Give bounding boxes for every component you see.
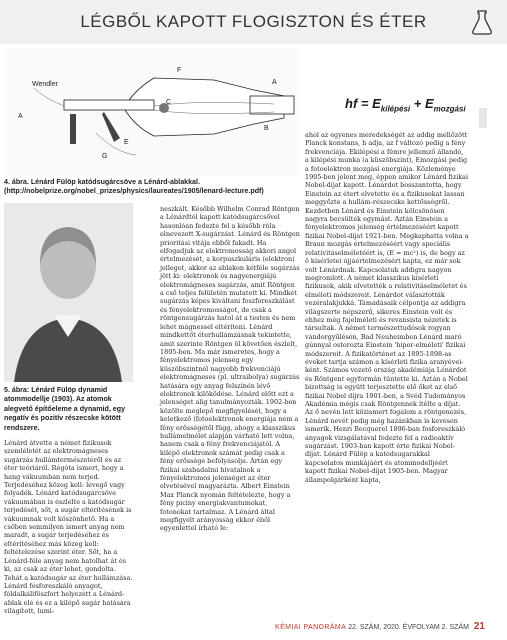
- paragraph: neszkált. Később Wilhelm Conrad Röntgen a Lénárdtól kapott katódsugárcsővel hasonlóan fedezte fel a később róla elnevezett X-sugárzást. Lénárd és Röntgen prioritási vitája ebből fakadt. Ha elfogadjuk az elektromosság akkori angol értelmezését, a korpuszkuláris (elektron) jelleget, akkor az ablakon kétféle sugárzás jött ki: elektronok és nagyenergiájú elektromágneses sugárzás, amit Röntgen a cső teljes felületén mutatott ki. Mindkét sugárzás képes kiváltani foszforeszkálást és fényelektromosságot, de csak a röntgensugárzás hatol át a testen és nem lehet mágnessel eltéríteni. Lénárd mindkettőt éterhullámzásnak tekintette, amit szerinte Röntgen öl követően észlelt, 1895-ben. Ma már ismeretes, hogy a fényelektromos jelenség egy küszöbszintnél nagyobb frekvenciájú elektromágneses (pl. ultraibolya) sugárzás hatására egy anyag felszínén lévő elektronok kilökődése. Lénárd előtt ezt a jelenséget alig tanulmányozták. 1902-ben közölte meglepő megfigyelését, hogy a keletkező (fotoelektronok energiája nem a fény erősségétől függ, ahogy a klasszikus hullámelmélet alapján várható lett volna, hanem csak a fény frekvenciájától. A kilépő elektronok számát pedig csak a fény erőssége befolyásolja. Ártán egy fizikai szabadalmi hivatalnok a fényelektromos jelenséget az éter elvetésével magyarázta. Albert Einstein Max Planck nyomán feltételezte, hogy a fény piciny energiakvantumokat, fotonokat tartalmaz. A Lénárd által megfigyelt arányosság ekkor éből egyenlettel írható le:: [160, 205, 300, 533]
- paragraph: ahol az egyenes meredekségét az addig mellőzött Planck konstans, h adja, az f változó pedig a fény frekvenciája. Ekilépési a fémre jellemző állandó, a kilépési munka (a küszöbszint), Emozgási pedig a fotoelektron mozgási energiája. Közleménye 1905-ben jelent meg, éppen amikor Lénárd fizikai Nobel-díjat kapott. Lénárdot bosszantotta, hogy Einstein az étert elvetette és a fizikusokat lassan meggyőzte a hullám-részecske kettősségről. Kezdetben Lénárd és Einstein kölcsönösen nagyra becsülték egymást. Aztán Einstein a fényelektromos jelenség értelmezéséért kapott fizikai Nobel-díjat 1921-ben. Megkaphatta volna a Braun mozgás értelmezéséért vagy speciális relativitáselméletéért is, (E = mc²) is, de hogy az ő kísérletei újjáértelmezésért kapta, ez már sok volt Lénárdnak. Kapcsolatuk addigra nagyon megromlott. A német klasszikus kísérleti fizikusok, akik elvetették a relativitáselméletet és elméleti módszereit. Lénárdot választották vezéralakjukká. Támadásaik célpontja az addigra világszerte népszerű, sikeres Einstein volt és ehhez még fajelméleti és revansista nézetek is társultak. A német természettudósok rogyan vándorgyűlésén, Bad Neuheimben Lénárd maró gúnnyal ostorozta Einstein 'hiper-elméleti' fizikai módszereit. A fizikatörténet az 1895-1898-as éveket tartja számon a kísérleti fizika aranyévei-ként. Számos vezető ország akadémiája Lénárdot és Röntgent egyformán tüntette ki. Aztán a Nobel bizottság is együtt terjesztette elő őket az első fizikai Nobel díjra 1901-ben, a Svéd Tudományos Akadémia mégis csak Röntgennek ítélte a díjat. Az ő nevén lett közismert fogalom a röntgenezés, Lénárd nevét pedig még hazánkban is kevesen ismerik. Henri Becquerel 1896-ban fosforeszkáló anyagok vizsgálatával fedezte fel a radioaktív sugárzást. 1903-ban kapott érte fizikai Nobel-díjat. Lénárd Fülöp a katódsugarakkal kapcsolatos munkájáért és atommodelljéért kapott fizikai Nobel-díjat 1905-ben. Magyar állampolgárként kapta,: [305, 131, 469, 484]
- page-header: [0, 0, 507, 44]
- label-b: B: [264, 125, 269, 132]
- label-c: C: [166, 99, 172, 106]
- margin-marker: [479, 108, 487, 128]
- formula-sub2: mozgási: [433, 104, 466, 114]
- text-column-left: [4, 439, 134, 616]
- page-title: LÉGBŐL KAPOTT FLOGISZTON ÉS ÉTER: [80, 12, 427, 31]
- formula-plus: + E: [410, 96, 434, 111]
- label-g: G: [102, 153, 108, 160]
- figure5-caption: 5. ábra: Lénárd Fülöp dynamid atommodellje (1903). Az atomok alegvető építőeleme a dynamid, egy negatív és pozitív részecske kötött rendszere.: [4, 386, 126, 432]
- cathode-tube-diagram: [4, 48, 300, 176]
- label-a: A: [18, 113, 23, 120]
- page-number: 21: [473, 621, 485, 632]
- einstein-formula: [345, 96, 466, 114]
- formula-sub1: kilépési: [380, 104, 411, 114]
- page-footer: [275, 621, 485, 632]
- label-a2: A: [272, 79, 277, 86]
- flask-icon: [471, 9, 493, 35]
- label-e: E: [124, 139, 129, 146]
- label-f: F: [177, 67, 182, 74]
- text-column-right: [305, 131, 469, 484]
- lenard-portrait: [4, 203, 133, 382]
- figure4-caption: 4. ábra. Lénárd Fülöp katódsugárcsöve a Lénárd-ablakkal. (http://nobelprize.org/nobel_prizes/physics/laureates/1905/lenard-lecture.pdf): [4, 178, 264, 196]
- paragraph: Lénárd átvette a német fizikusok szemléletét az elektromágneses sugárzás hullámtermészetéről és az éter teóriáról. Régóta ismert, hogy a hang vákuumban nem terjed. Terjedéséhez közeg kell: levegő vagy folyadék. Lénárd katódsugárcsöve vákuumában is észlelte a katódsugár terjedését, sőt, a sugár eltérítésének is vákuumnak volt köszönhető. Ha a csőben semmilyen ismert anyag nem maradt, a sugár terjedéséhez és eltérítéséhez más közeg kell: feltételezése szerint éter. Sőt, ha a Lénárd-féle anyag nem hatolhat át és ki, az csak az éter lehet, gondolta. Tehát a katódsugár az éter hullámzása. Lénárd fosforeszkáló anyagot, fóldalkáliföszfort helyezett a Lénárd-ablak elé és ez a kilépő sugár hatására világított, lumi-: [4, 439, 133, 616]
- label-wendler: Wendler: [32, 81, 58, 88]
- footer-brand: KÉMIAI PANORÁMA: [275, 624, 347, 631]
- formula-h: hf = E: [345, 96, 381, 111]
- text-column-middle: [160, 205, 300, 533]
- footer-issue: 22. SZÁM, 2020. ÉVFOLYAM 2. SZÁM: [348, 624, 469, 631]
